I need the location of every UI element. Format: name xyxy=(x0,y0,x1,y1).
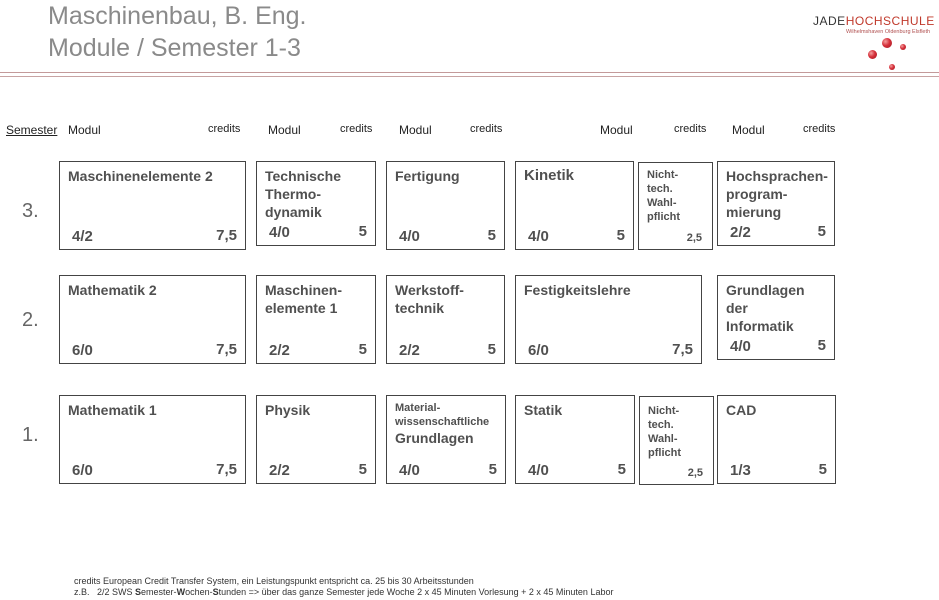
module-card xyxy=(717,395,836,484)
module-credits: 5 xyxy=(817,223,826,240)
module-name: Grundlagen der Informatik xyxy=(726,282,805,334)
module-credits: 5 xyxy=(487,341,496,358)
module-name: Werkstoff- technik xyxy=(395,282,464,316)
module-name: Maschinenelemente 2 xyxy=(68,168,213,184)
module-credits: 5 xyxy=(488,461,497,478)
credits-header: credits xyxy=(208,123,241,135)
module-credits: 7,5 xyxy=(672,341,693,358)
semester-label: 3. xyxy=(22,200,39,222)
footnote-bold: S xyxy=(212,587,219,597)
module-sws: 1/3 xyxy=(730,462,751,479)
module-sws: 4/0 xyxy=(399,462,420,479)
module-card xyxy=(59,395,246,484)
module-sws: 4/0 xyxy=(528,462,549,479)
module-credits: 7,5 xyxy=(216,341,237,358)
footnote-bold: W xyxy=(176,587,186,597)
module-card xyxy=(386,161,505,250)
module-name: Mathematik 2 xyxy=(68,282,157,298)
module-sws: 4/0 xyxy=(528,228,549,245)
module-name: Nicht- tech. Wahl- pflicht xyxy=(647,169,680,223)
footnote-text: tunden xyxy=(218,587,247,597)
module-card xyxy=(515,395,635,484)
module-name: Hochsprachen- program- mierung xyxy=(726,168,828,220)
module-card xyxy=(639,396,714,485)
footnote-sws xyxy=(74,587,613,597)
module-card xyxy=(256,395,376,484)
module-sws: 6/0 xyxy=(72,462,93,479)
footnote-text: ochen- xyxy=(185,587,213,597)
divider-line xyxy=(0,72,939,73)
footnote-text: => über das ganze Semester jede Woche 2 x 45 Minuten Vorlesung + 2 x 45 Minuten Labor xyxy=(246,587,614,597)
module-name: Mathematik 1 xyxy=(68,402,157,418)
module-card xyxy=(256,275,376,364)
logo-dot-icon xyxy=(900,44,906,50)
footnote-bold: S xyxy=(135,587,142,597)
module-sws: 4/2 xyxy=(72,228,93,245)
module-name: Fertigung xyxy=(395,168,460,184)
module-credits: 5 xyxy=(818,461,827,478)
module-name: Maschinen- elemente 1 xyxy=(265,282,343,316)
modul-header: Modul xyxy=(268,123,301,137)
footnote-text: z.B. 2/2 SWS xyxy=(74,587,136,597)
logo-dot-icon xyxy=(882,38,892,48)
module-sws: 4/0 xyxy=(730,338,751,355)
module-card xyxy=(386,395,506,484)
semester-label: 1. xyxy=(22,424,39,446)
module-credits: 5 xyxy=(616,227,625,244)
logo xyxy=(813,14,935,28)
module-card xyxy=(515,161,634,250)
footnote-credits: credits European Credit Transfer System, ein Leistungspunkt entspricht ca. 25 bis 30 Arbeitsstunden xyxy=(74,576,474,586)
module-card xyxy=(386,275,505,364)
module-name: Festigkeitslehre xyxy=(524,282,631,298)
module-credits: 7,5 xyxy=(216,227,237,244)
module-name: CAD xyxy=(726,402,757,418)
semester-header: Semester xyxy=(6,123,58,137)
module-credits: 2,5 xyxy=(686,232,702,244)
modul-header: Modul xyxy=(68,123,101,137)
module-sws: 6/0 xyxy=(528,342,549,359)
footnote-text: emester- xyxy=(141,587,177,597)
logo-jade: JADE xyxy=(813,14,846,28)
module-card xyxy=(59,161,246,250)
module-sws: 6/0 xyxy=(72,342,93,359)
module-credits: 2,5 xyxy=(687,467,703,479)
module-name: Technische Thermo- dynamik xyxy=(265,168,341,220)
modul-header: Modul xyxy=(399,123,432,137)
module-sws: 4/0 xyxy=(269,224,290,241)
module-name: Kinetik xyxy=(524,167,575,184)
module-credits: 5 xyxy=(358,223,367,240)
module-sws: 2/2 xyxy=(730,224,751,241)
module-credits: 5 xyxy=(358,341,367,358)
module-name: Physik xyxy=(265,402,311,418)
credits-header: credits xyxy=(674,123,707,135)
logo-hochschule: HOCHSCHULE xyxy=(845,14,935,28)
module-card xyxy=(638,162,713,250)
module-credits: 7,5 xyxy=(216,461,237,478)
semester-label: 2. xyxy=(22,309,39,331)
module-card xyxy=(59,275,246,364)
credits-header: credits xyxy=(470,123,503,135)
divider-line xyxy=(0,76,939,77)
module-name: Grundlagen xyxy=(395,430,474,446)
module-credits: 5 xyxy=(358,461,367,478)
page-title: Maschinenbau, B. Eng. xyxy=(48,2,307,30)
module-name: Nicht- tech. Wahl- pflicht xyxy=(648,405,681,459)
logo-dot-icon xyxy=(868,50,877,59)
module-card xyxy=(717,275,835,360)
modul-header: Modul xyxy=(600,123,633,137)
module-credits: 5 xyxy=(487,227,496,244)
credits-header: credits xyxy=(803,123,836,135)
module-credits: 5 xyxy=(817,337,826,354)
module-name-prefix: Material- wissenschaftliche xyxy=(395,402,490,428)
page-subtitle: Module / Semester 1-3 xyxy=(48,34,301,62)
module-sws: 2/2 xyxy=(269,342,290,359)
logo-subtitle: Wilhelmshaven Oldenburg Elsfleth xyxy=(846,29,931,35)
module-sws: 2/2 xyxy=(269,462,290,479)
modul-header: Modul xyxy=(732,123,765,137)
credits-header: credits xyxy=(340,123,373,135)
module-card xyxy=(515,275,702,364)
module-sws: 2/2 xyxy=(399,342,420,359)
module-name: Statik xyxy=(524,402,563,418)
module-card xyxy=(256,161,376,246)
module-card xyxy=(717,161,835,246)
logo-dot-icon xyxy=(889,64,895,70)
module-sws: 4/0 xyxy=(399,228,420,245)
module-credits: 5 xyxy=(617,461,626,478)
